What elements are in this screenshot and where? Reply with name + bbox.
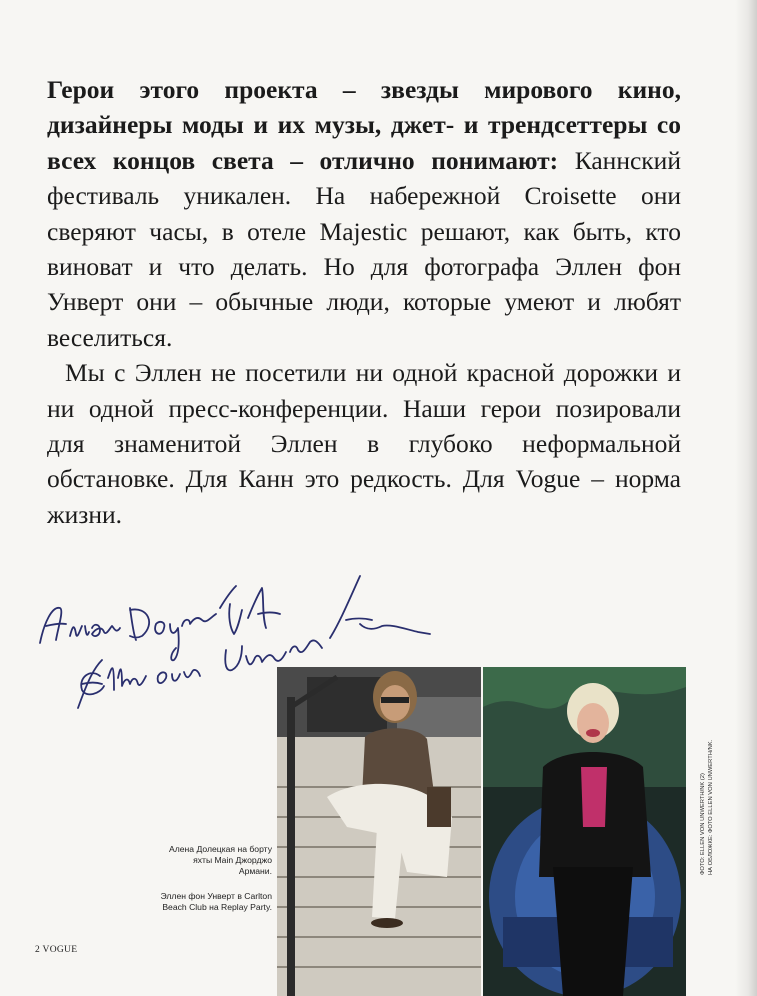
page-spine-shadow (735, 0, 757, 996)
caption-von-unwerth: Эллен фон Унверт в Carlton Beach Club на Replay Party. (160, 891, 272, 912)
photo-credit-line-1: ФОТО: ELLEN VON UNWERTH/NK (2) (700, 773, 706, 875)
photo-credit (700, 705, 720, 875)
photo-left-illustration (277, 667, 481, 996)
paragraph-2: Мы с Эллен не посетили ни одной красной дорожки и ни одной пресс-конференции. Наши герои позировали для знаменитой Эллен в глубоко неформальной обстановке. Для Канн это редкость. Для Vogue – норма жизни. (47, 358, 681, 529)
lead-sentence: Герои этого проекта – звезды мирового кино, дизайнеры моды и их музы, джет- и трендсеттеры со всех концов света – отлично понимают: (47, 75, 681, 175)
photo-doletskaya-on-yacht (277, 667, 481, 996)
photo-von-unwerth-at-party (483, 667, 686, 996)
paragraph-1 (47, 72, 681, 355)
paragraph-1-rest: Каннский фестиваль уникален. На набережной Croisette они сверяют часы, в отеле Majestic решают, как быть, кто виноват и что делать. Но для фотографа Эллен фон Унверт они – обычные люди, которые умеют и любят веселиться. (47, 145, 681, 352)
caption-doletskaya: Алена Долецкая на борту яхты Main Джорджо Армани. (169, 844, 272, 876)
page-folio: 2 VOGUE (35, 945, 78, 955)
photo-credit-line-2: НА ОБЛОЖКЕ: ФОТО ELLEN VON UNWERTH/NK. (707, 739, 714, 875)
photo-right-illustration (483, 667, 686, 996)
article-text (47, 72, 681, 532)
